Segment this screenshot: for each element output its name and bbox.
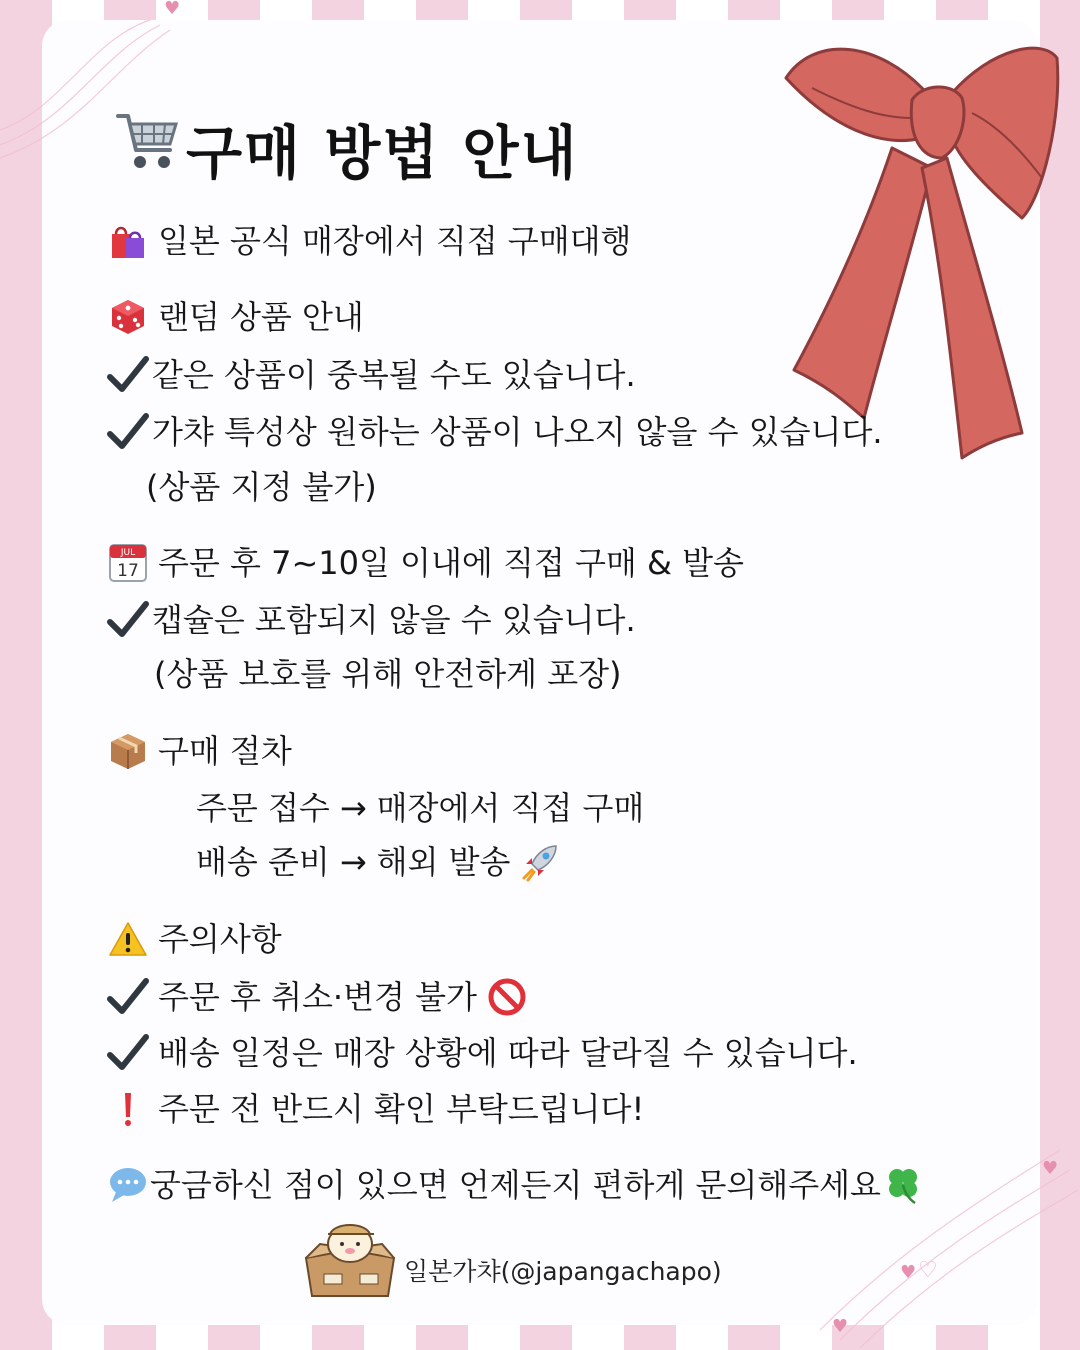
caution-point-1 — [106, 975, 537, 1019]
arrow-icon: → — [339, 789, 367, 827]
random-heading-text: 랜덤 상품 안내 — [158, 298, 364, 336]
heart-icon: ♥ — [164, 0, 181, 19]
check-mark-icon — [106, 600, 150, 640]
cat-in-box-logo — [300, 1214, 400, 1300]
svg-text:JUL: JUL — [120, 548, 136, 558]
random-point-2-text: 가챠 특성상 원하는 상품이 나오지 않을 수 있습니다. — [152, 413, 883, 451]
shopping-bags-icon — [106, 221, 150, 261]
prohibited-icon — [485, 977, 529, 1017]
caution-point-3-text: 주문 전 반드시 확인 부탁드립니다! — [158, 1090, 645, 1128]
shipping-heading-text: 주문 후 7~10일 이내에 직접 구매 & 발송 — [158, 544, 744, 582]
shipping-point-1 — [106, 598, 636, 642]
caution-point-2-text: 배송 일정은 매장 상황에 따라 달라질 수 있습니다. — [158, 1034, 858, 1072]
caution-point-1-text: 주문 후 취소·변경 불가 — [158, 978, 477, 1016]
caution-heading — [106, 917, 282, 961]
check-mark-icon — [106, 412, 150, 452]
process-steps-row-1 — [196, 786, 644, 830]
arrow-icon: → — [339, 843, 367, 881]
process-step-4: 해외 발송 — [376, 843, 511, 881]
random-point-1 — [106, 353, 636, 397]
shopping-cart-icon — [114, 110, 180, 172]
svg-text:17: 17 — [117, 561, 139, 581]
exclamation-icon — [106, 1089, 150, 1129]
heart-icon: ♥ — [1042, 1158, 1059, 1179]
intro-text: 일본 공식 매장에서 직접 구매대행 — [158, 222, 632, 260]
check-mark-icon — [106, 355, 150, 395]
rocket-icon — [518, 842, 562, 882]
random-point-2 — [106, 410, 883, 454]
shipping-note: (상품 보호를 위해 안전하게 포장) — [154, 655, 622, 693]
speech-bubble-icon — [106, 1165, 150, 1205]
heart-icon: ♥ — [900, 1262, 917, 1283]
warning-icon — [106, 919, 150, 959]
footer-handle: 일본가챠(@japangachapo) — [404, 1257, 722, 1286]
random-point-1-text: 같은 상품이 중복될 수도 있습니다. — [152, 356, 636, 394]
random-heading — [106, 295, 364, 339]
process-heading-text: 구매 절차 — [158, 732, 292, 770]
red-bow-decoration — [772, 18, 1064, 470]
check-mark-icon — [106, 1033, 150, 1073]
closing-line — [106, 1163, 933, 1207]
process-step-1: 주문 접수 — [196, 789, 330, 827]
random-note: (상품 지정 불가) — [146, 468, 377, 506]
process-step-3: 배송 준비 — [196, 843, 330, 881]
check-mark-icon — [106, 977, 150, 1017]
intro-line — [106, 219, 631, 263]
process-step-2: 매장에서 직접 구매 — [376, 789, 645, 827]
caution-point-3 — [106, 1087, 644, 1131]
dice-icon — [106, 297, 150, 337]
process-steps-row-2 — [196, 840, 570, 884]
calendar-icon — [106, 543, 150, 583]
heart-icon: ♥ — [832, 1316, 849, 1337]
shipping-point-1-text: 캡슐은 포함되지 않을 수 있습니다. — [152, 601, 636, 639]
heart-outline-icon: ♡ — [918, 1258, 938, 1283]
package-icon — [106, 731, 150, 771]
page-title: 구매 방법 안내 — [186, 119, 579, 187]
shipping-heading — [106, 541, 744, 585]
caution-point-2 — [106, 1031, 858, 1075]
closing-text: 궁금하신 점이 있으면 언제든지 편하게 문의해주세요 — [150, 1166, 881, 1204]
process-heading — [106, 729, 292, 773]
clover-icon — [881, 1165, 925, 1205]
caution-heading-text: 주의사항 — [158, 920, 282, 958]
